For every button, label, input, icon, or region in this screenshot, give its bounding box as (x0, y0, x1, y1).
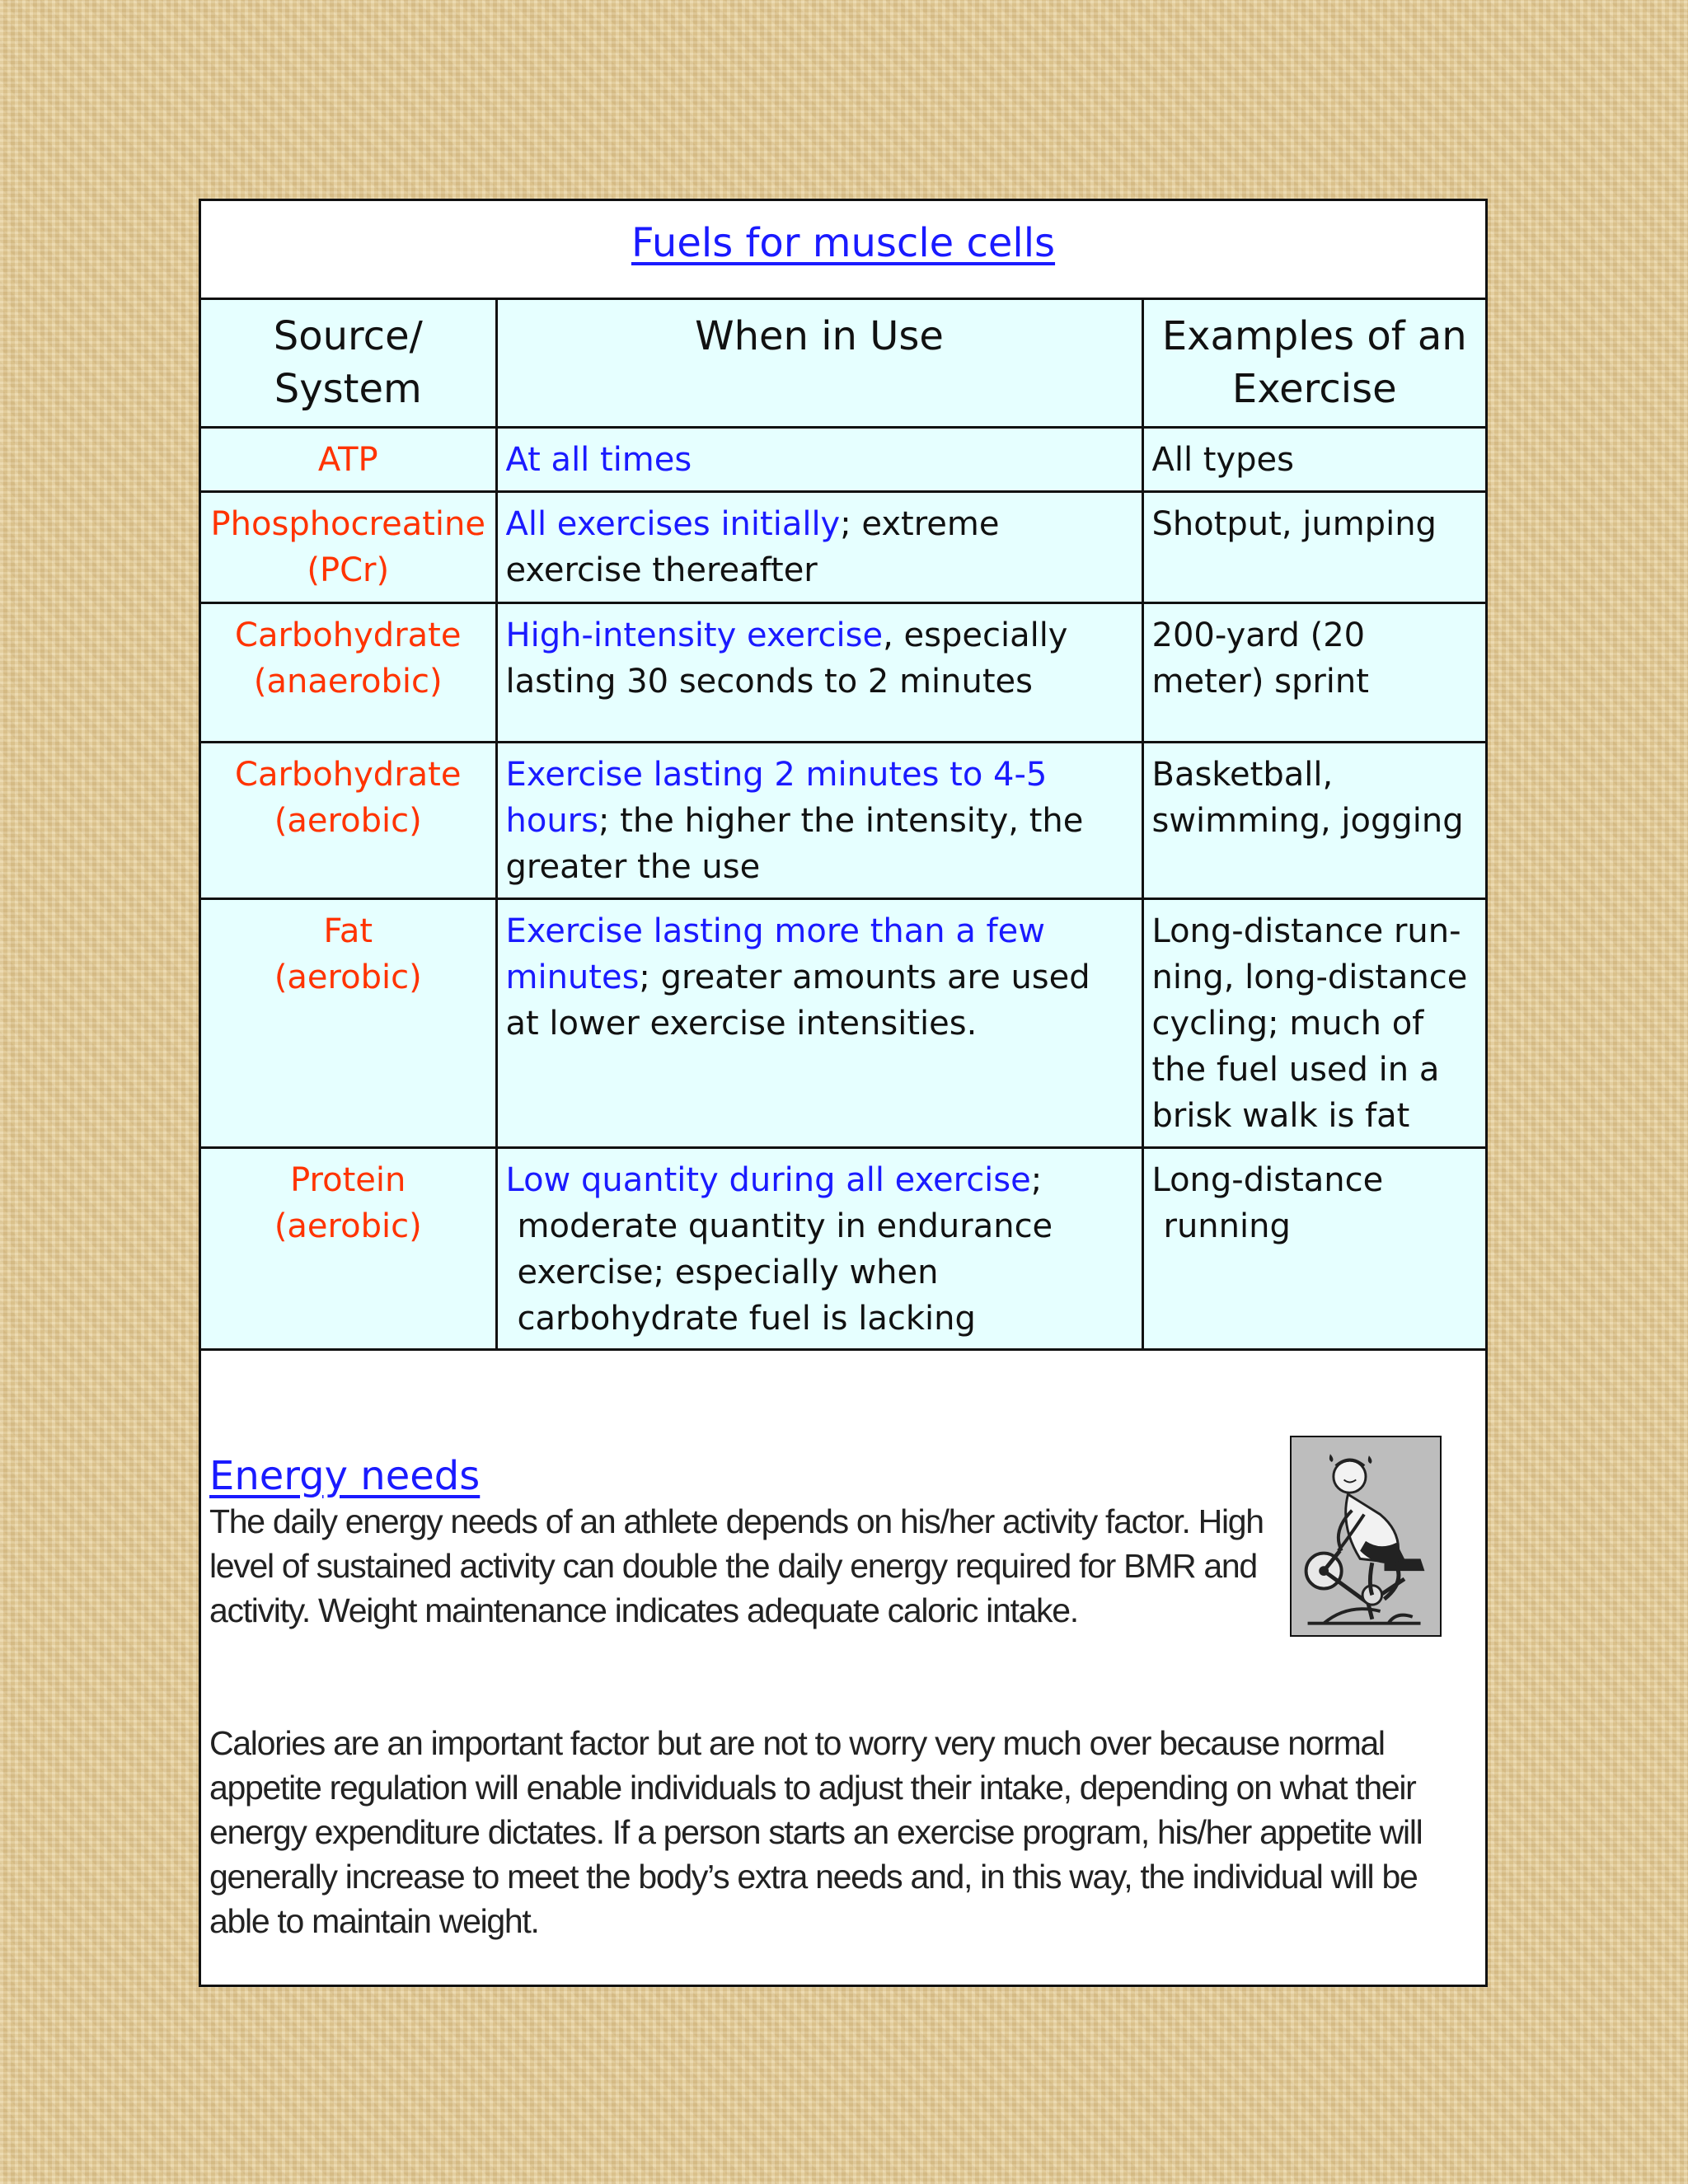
energy-paragraph-2: Calories are an important factor but are not to worry very much over because normal appetite regulation will enable individuals to adjust their intake, depending on what their energy expenditure dictates. If a person starts an exercise program, his/her appetite will generally increase to meet the body’s extra needs and, in this way, the individual will be able to maintain weight. (209, 1723, 1423, 1940)
when-highlight: At all times (505, 440, 692, 479)
when-cell (496, 898, 1142, 1147)
when-highlight: High-intensity exercise (505, 616, 884, 654)
table-row (201, 1147, 1485, 1349)
example-cell (1142, 1147, 1485, 1349)
example-text: All types (1151, 440, 1294, 479)
fuels-table (201, 300, 1485, 1351)
when-cell (496, 742, 1142, 898)
when-detail: ; the higher the intensity, the greater the use (505, 801, 1084, 886)
example-cell (1142, 742, 1485, 898)
when-highlight: Exercise lasting 2 minutes to 4-5 hours (505, 755, 1048, 840)
source-cell (201, 742, 496, 898)
example-cell (1142, 491, 1485, 602)
when-cell (496, 1147, 1142, 1349)
table-title-row (201, 201, 1485, 300)
source-subtype: (aerobic) (274, 958, 422, 996)
fuel-document (199, 199, 1488, 1987)
source-cell (201, 898, 496, 1147)
energy-needs-heading: Energy needs (209, 1452, 481, 1499)
when-detail: ; (1030, 1160, 1043, 1199)
example-cell (1142, 602, 1485, 742)
source-name: Phosphocreatine (210, 504, 485, 543)
table-title: Fuels for muscle cells (631, 219, 1056, 266)
example-text: Basketball, swimming, jogging (1151, 755, 1464, 840)
table-row (201, 427, 1485, 491)
when-cell (496, 602, 1142, 742)
when-detail: ; greater amounts are used at lower exercise intensities. (505, 958, 1090, 1043)
table-row (201, 491, 1485, 602)
source-cell (201, 491, 496, 602)
table-row (201, 742, 1485, 898)
man-on-exercise-bike-icon (1292, 1437, 1440, 1635)
header-examples: Examples of an Exercise (1142, 300, 1485, 427)
table-row (201, 898, 1485, 1147)
header-source: Source/ System (201, 300, 496, 427)
example-cell (1142, 427, 1485, 491)
when-detail: , especially lasting 30 seconds to 2 minutes (505, 616, 1068, 701)
when-detail: ; extreme exercise thereafter (505, 504, 1000, 589)
energy-paragraph-1: The daily energy needs of an athlete depends on his/her activity factor. High level of sustained activity can double the daily energy required for BMR and activity. Weight maintenance indicates adequate caloric intake. (209, 1502, 1264, 1629)
example-text-continued: running (1163, 1207, 1291, 1245)
exercise-bike-illustration (1290, 1436, 1442, 1637)
when-highlight: Low quantity during all exercise (505, 1160, 1031, 1199)
source-subtype: (aerobic) (274, 1207, 422, 1245)
source-subtype: (aerobic) (274, 801, 422, 840)
when-cell (496, 427, 1142, 491)
table-row (201, 602, 1485, 742)
example-text: Long-distance run-ning, long-distance cycling; much of the fuel used in a brisk walk is fat (1151, 912, 1468, 1135)
source-name: Carbohydrate (235, 755, 462, 794)
header-when: When in Use (496, 300, 1142, 427)
source-subtype: (anaerobic) (253, 662, 443, 701)
source-name: Carbohydrate (235, 616, 462, 654)
when-detail-continued: moderate quantity in endurance exercise; especially when carbohydrate fuel is lacking (517, 1207, 1053, 1338)
when-highlight: All exercises initially (505, 504, 841, 543)
table-header-row (201, 300, 1485, 427)
example-text: 200-yard (20 meter) sprint (1151, 616, 1369, 701)
source-cell (201, 427, 496, 491)
source-cell (201, 1147, 496, 1349)
example-cell (1142, 898, 1485, 1147)
source-name: Protein (290, 1160, 406, 1199)
example-text: Long-distance (1151, 1160, 1384, 1199)
example-text: Shotput, jumping (1151, 504, 1437, 543)
source-name: ATP (317, 440, 378, 479)
when-cell (496, 491, 1142, 602)
source-cell (201, 602, 496, 742)
source-subtype: (PCr) (307, 551, 390, 589)
when-highlight: Exercise lasting more than a few minutes (505, 912, 1045, 996)
source-name: Fat (323, 912, 373, 950)
